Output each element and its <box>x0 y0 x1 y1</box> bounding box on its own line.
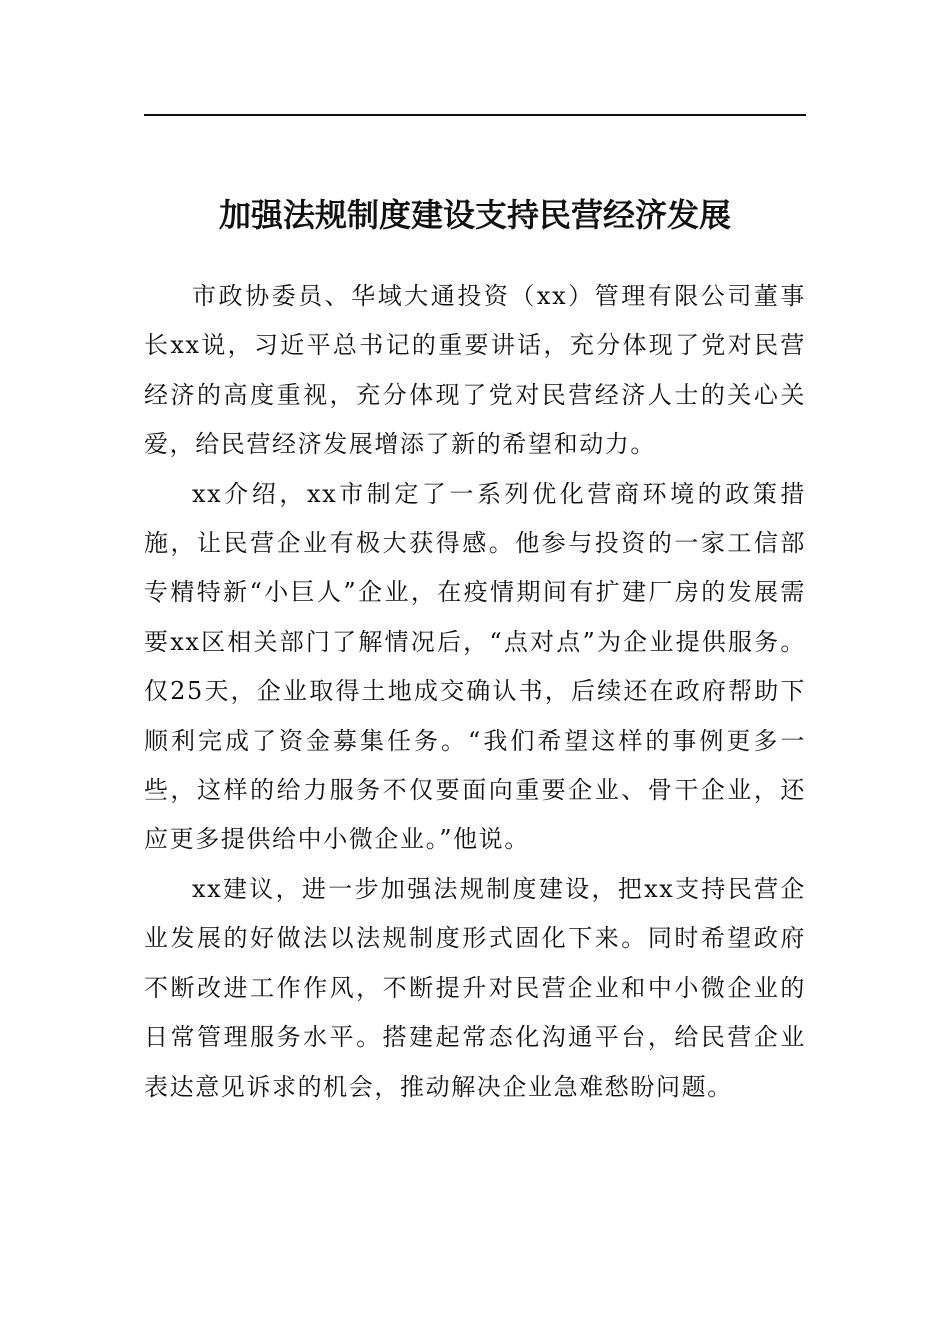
article-body <box>144 272 806 1112</box>
article-title: 加强法规制度建设支持民营经济发展 <box>218 196 731 235</box>
paragraph-policy-example: xx介绍，xx市制定了一系列优化营商环境的政策措施，让民营企业有极大获得感。他参与投资的一家工信部专精特新“小巨人”企业，在疫情期间有扩建厂房的发展需要xx区相关部门了解情况后，“点对点”为企业提供服务。仅25天，企业取得土地成交确认书，后续还在政府帮助下顺利完成了资金募集任务。“我们希望这样的事例更多一些，这样的给力服务不仅要面向重要企业、骨干企业，还应更多提供给中小微企业。”他说。 <box>144 479 806 854</box>
paragraph-intro: 市政协委员、华域大通投资（xx）管理有限公司董事长xx说，习近平总书记的重要讲话，充分体现了党对民营经济的高度重视，充分体现了党对民营经济人士的关心关爱，给民营经济发展增添了新的希望和动力。 <box>144 282 806 459</box>
header-rule <box>144 114 806 116</box>
paragraph-suggestion: xx建议，进一步加强法规制度建设，把xx支持民营企业发展的好做法以法规制度形式固化下来。同时希望政府不断改进工作作风，不断提升对民营企业和中小微企业的日常管理服务水平。搭建起常态化沟通平台，给民营企业表达意见诉求的机会，推动解决企业急难愁盼问题。 <box>144 874 806 1101</box>
